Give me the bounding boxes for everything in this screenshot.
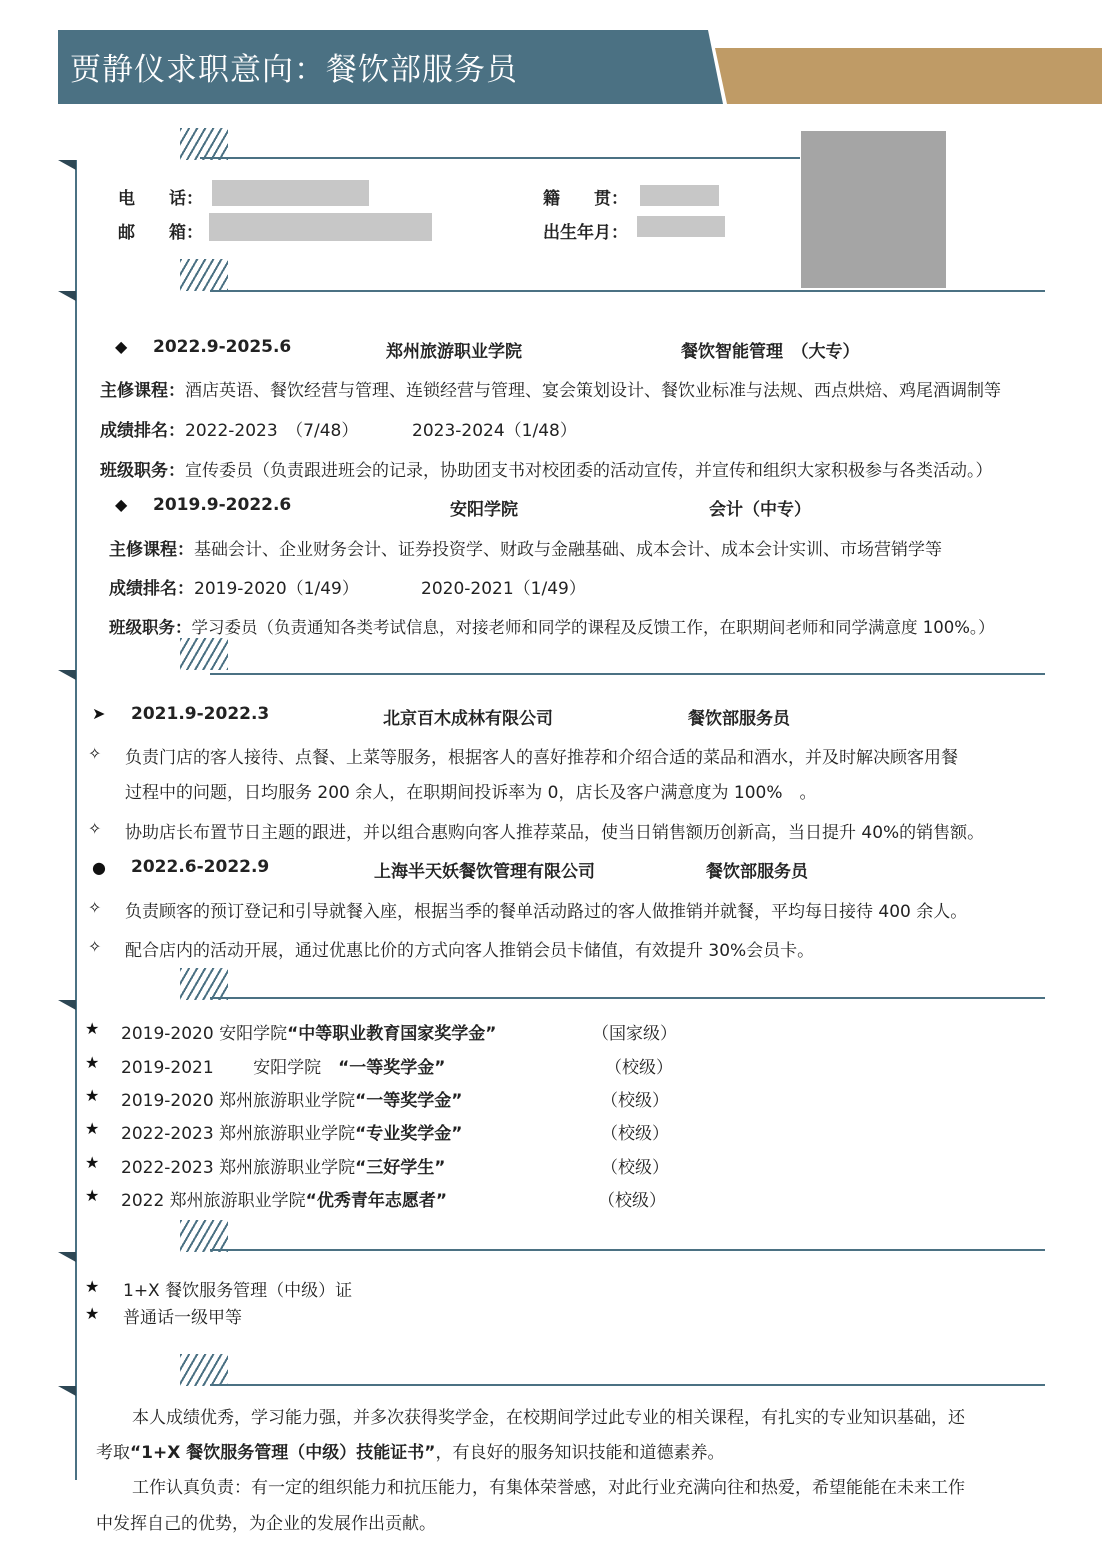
honor-name: “三好学生” bbox=[355, 1158, 446, 1178]
section-stripes bbox=[180, 1354, 228, 1386]
duty-value: 学习委员（负责通知各类考试信息，对接老师和同学的课程及反馈工作，在职期间老师和同学满意度 100%。） bbox=[191, 618, 995, 637]
edu-rank-2: 2023-2024（1/48） bbox=[412, 421, 577, 441]
duty-label: 班级职务： bbox=[109, 618, 192, 637]
rank-label: 成绩排名： bbox=[109, 579, 194, 599]
skill-item: 1+X 餐饮服务管理（中级）证 bbox=[123, 1281, 353, 1301]
self-eval-text: ，有良好的服务知识技能和道德素养。 bbox=[435, 1443, 725, 1463]
honor-level: （校级） bbox=[598, 1191, 666, 1211]
section-rule bbox=[210, 997, 1045, 999]
job-duty: 过程中的问题，日均服务 200 余人，在职期间投诉率为 0，店长及客户满意度为 100% 。 bbox=[125, 783, 817, 803]
arrow-icon: ➤ bbox=[92, 704, 106, 723]
honor-item bbox=[121, 1019, 496, 1044]
section-rule bbox=[210, 673, 1045, 675]
edu-major: 餐饮智能管理 （大专） bbox=[681, 342, 860, 362]
honor-level: （国家级） bbox=[592, 1024, 677, 1044]
accent-band bbox=[715, 48, 1102, 104]
edu-rank bbox=[109, 574, 359, 599]
honor-name: “中等职业教育国家奖学金” bbox=[287, 1024, 497, 1044]
self-eval-cert: “1+X 餐饮服务管理（中级）技能证书” bbox=[130, 1443, 436, 1463]
email-redacted bbox=[209, 213, 432, 241]
honor-level: （校级） bbox=[601, 1091, 669, 1111]
honor-text: 2022 郑州旅游职业学院 bbox=[121, 1191, 306, 1211]
section-rule bbox=[210, 1384, 1045, 1386]
section-rule bbox=[210, 290, 1045, 292]
birth-label: 出生年月： bbox=[543, 223, 628, 243]
hometown-redacted bbox=[640, 185, 719, 206]
star-icon: ★ bbox=[85, 1304, 100, 1323]
star-icon: ★ bbox=[85, 1119, 100, 1138]
honor-name: “优秀青年志愿者” bbox=[305, 1191, 448, 1211]
self-eval-line: 本人成绩优秀，学习能力强，并多次获得奖学金，在校期间学过此专业的相关课程，有扎实的专业知识基础，还 bbox=[132, 1408, 965, 1428]
email-label: 邮 箱： bbox=[118, 223, 203, 243]
honor-item bbox=[121, 1119, 462, 1144]
star-icon: ★ bbox=[85, 1086, 100, 1105]
sparkle-icon: ✧ bbox=[88, 898, 102, 917]
dot-icon: ● bbox=[92, 858, 106, 877]
section-fold bbox=[58, 160, 76, 170]
rank-value: 2019-2020（1/49） bbox=[194, 579, 359, 599]
section-fold bbox=[58, 1386, 76, 1396]
courses-value: 酒店英语、餐饮经营与管理、连锁经营与管理、宴会策划设计、餐饮业标准与法规、西点烘焙、鸡尾酒调制等 bbox=[185, 381, 1001, 401]
section-stripes bbox=[180, 1220, 228, 1252]
job-company: 北京百木成林有限公司 bbox=[383, 709, 553, 729]
job-period: 2021.9-2022.3 bbox=[131, 704, 270, 724]
edu-period: 2019.9-2022.6 bbox=[153, 495, 292, 515]
page-title: 贾静仪求职意向：餐饮部服务员 bbox=[70, 52, 518, 88]
edu-school: 郑州旅游职业学院 bbox=[386, 342, 522, 362]
edu-period: 2022.9-2025.6 bbox=[153, 337, 292, 357]
profile-photo bbox=[801, 131, 946, 288]
section-title-education: 教育背景 bbox=[86, 269, 166, 293]
courses-value: 基础会计、企业财务会计、证券投资学、财政与金融基础、成本会计、成本会计实训、市场营销学等 bbox=[194, 540, 942, 560]
diamond-icon: ◆ bbox=[115, 495, 128, 514]
section-title-skills: 技能证书 bbox=[86, 1229, 166, 1253]
birth-redacted bbox=[637, 216, 725, 237]
phone-label: 电 话： bbox=[118, 189, 203, 209]
rank-value: 2022-2023 （7/48） bbox=[185, 421, 359, 441]
duty-value: 宣传委员（负责跟进班会的记录，协助团支书对校团委的活动宣传，并宣传和组织大家积极参与各类活动。） bbox=[185, 461, 993, 481]
edu-courses bbox=[109, 535, 942, 560]
sparkle-icon: ✧ bbox=[88, 744, 102, 763]
section-title-basic: 基本信息 bbox=[86, 137, 166, 161]
honor-text: 2019-2020 安阳学院 bbox=[121, 1024, 288, 1044]
section-title-honors: 荣誉证书 bbox=[86, 977, 166, 1001]
honor-item bbox=[121, 1053, 445, 1078]
skill-item: 普通话一级甲等 bbox=[123, 1308, 242, 1328]
edu-duty bbox=[109, 614, 995, 638]
honor-name: “一等奖学金” bbox=[355, 1091, 463, 1111]
hometown-label: 籍 贯： bbox=[543, 189, 628, 209]
sparkle-icon: ✧ bbox=[88, 819, 102, 838]
self-eval-line: 工作认真负责：有一定的组织能力和抗压能力，有集体荣誉感，对此行业充满向往和热爱，希望能能在未来工作 bbox=[132, 1478, 965, 1498]
honor-level: （校级） bbox=[601, 1158, 669, 1178]
edu-school: 安阳学院 bbox=[450, 500, 518, 520]
edu-rank-2: 2020-2021（1/49） bbox=[421, 579, 586, 599]
star-icon: ★ bbox=[85, 1053, 100, 1072]
section-stripes bbox=[180, 128, 228, 160]
honor-name: “专业奖学金” bbox=[355, 1124, 463, 1144]
honor-item bbox=[121, 1153, 445, 1178]
sparkle-icon: ✧ bbox=[88, 937, 102, 956]
job-duty: 负责门店的客人接待、点餐、上菜等服务，根据客人的喜好推荐和介绍合适的菜品和酒水，并及时解决顾客用餐 bbox=[125, 748, 958, 768]
honor-item bbox=[121, 1086, 462, 1111]
section-stripes bbox=[180, 259, 228, 291]
edu-rank bbox=[100, 416, 358, 441]
self-eval-text: 考取 bbox=[96, 1443, 130, 1463]
honor-text: 2019-2021 安阳学院 bbox=[121, 1058, 322, 1078]
edu-duty bbox=[100, 456, 993, 481]
star-icon: ★ bbox=[85, 1186, 100, 1205]
rank-label: 成绩排名： bbox=[100, 421, 185, 441]
job-position: 餐饮部服务员 bbox=[706, 862, 808, 882]
section-fold bbox=[58, 670, 76, 680]
section-title-internship: 实习经历 bbox=[86, 648, 166, 672]
honor-text: 2019-2020 郑州旅游职业学院 bbox=[121, 1091, 356, 1111]
duty-label: 班级职务： bbox=[100, 461, 185, 481]
courses-label: 主修课程： bbox=[100, 381, 185, 401]
star-icon: ★ bbox=[85, 1153, 100, 1172]
job-duty: 协助店长布置节日主题的跟进，并以组合惠购向客人推荐菜品，使当日销售额历创新高，当日提升 40%的销售额。 bbox=[125, 823, 985, 843]
section-fold bbox=[58, 291, 76, 301]
section-fold bbox=[58, 1252, 76, 1262]
section-fold bbox=[58, 1000, 76, 1010]
section-rule bbox=[210, 1249, 1045, 1251]
star-icon: ★ bbox=[85, 1277, 100, 1296]
timeline-line bbox=[75, 160, 77, 1480]
edu-courses bbox=[100, 376, 1001, 401]
section-title-self: 自我评价 bbox=[86, 1363, 166, 1387]
job-duty: 配合店内的活动开展，通过优惠比价的方式向客人推销会员卡储值，有效提升 30%会员卡。 bbox=[125, 941, 815, 961]
section-stripes bbox=[180, 968, 228, 1000]
edu-major: 会计（中专） bbox=[709, 500, 811, 520]
section-rule bbox=[200, 157, 800, 159]
diamond-icon: ◆ bbox=[115, 337, 128, 356]
job-company: 上海半天妖餐饮管理有限公司 bbox=[374, 862, 595, 882]
job-position: 餐饮部服务员 bbox=[688, 709, 790, 729]
self-eval-line: 中发挥自己的优势，为企业的发展作出贡献。 bbox=[96, 1514, 436, 1534]
honor-text: 2022-2023 郑州旅游职业学院 bbox=[121, 1158, 356, 1178]
section-stripes bbox=[180, 638, 228, 670]
honor-level: （校级） bbox=[601, 1124, 669, 1144]
phone-redacted bbox=[212, 180, 369, 206]
courses-label: 主修课程： bbox=[109, 540, 194, 560]
star-icon: ★ bbox=[85, 1019, 100, 1038]
self-eval-line bbox=[96, 1438, 724, 1463]
honor-level: （校级） bbox=[605, 1058, 673, 1078]
job-duty: 负责顾客的预订登记和引导就餐入座，根据当季的餐单活动路过的客人做推销并就餐，平均每日接待 400 余人。 bbox=[125, 902, 968, 922]
honor-text: 2022-2023 郑州旅游职业学院 bbox=[121, 1124, 356, 1144]
honor-item bbox=[121, 1186, 447, 1211]
job-period: 2022.6-2022.9 bbox=[131, 857, 270, 877]
honor-name: “一等奖学金” bbox=[338, 1058, 446, 1078]
